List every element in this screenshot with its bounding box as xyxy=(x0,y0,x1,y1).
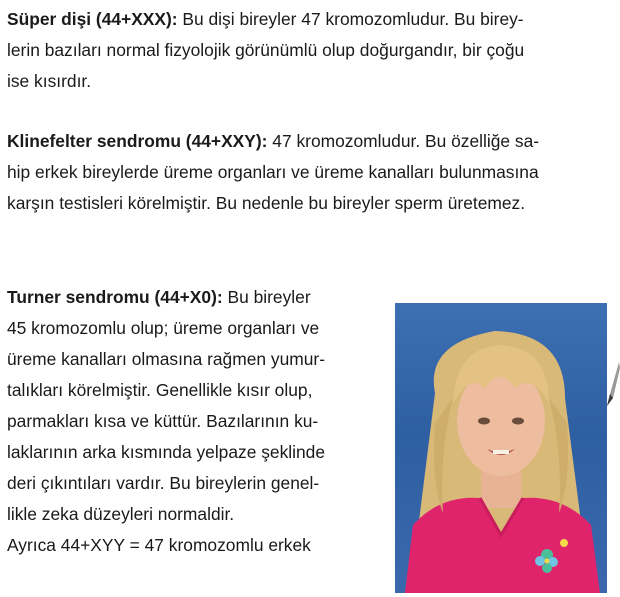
term-klinefelter: Klinefelter sendromu (44+XXY): xyxy=(7,131,268,151)
text-line: hip erkek bireylerde üreme organları ve üreme kanalları bulunmasına xyxy=(7,162,539,182)
text-line: parmakları kısa ve küttür. Bazılarının ku- xyxy=(7,411,319,431)
text-line: üreme kanalları olmasına rağmen yumur- xyxy=(7,349,325,369)
term-turner: Turner sendromu (44+X0): xyxy=(7,287,223,307)
text-line: lerin bazıları normal fizyolojik görünümlü olup doğurgandır, bir çoğu xyxy=(7,40,525,60)
text-line: 47 kromozomludur. Bu özelliğe sa- xyxy=(267,131,540,151)
text-line: Bu bireyler xyxy=(222,287,311,307)
text-line: 45 kromozomlu olup; üreme organları ve xyxy=(7,318,320,338)
text-line: talıkları körelmiştir. Genellikle kısır olup, xyxy=(7,380,313,400)
pencil-icon xyxy=(607,360,620,410)
text-line: karşın testisleri körelmiştir. Bu nedenle bu bireyler sperm üretemez. xyxy=(7,193,526,213)
text-line: likle zeka düzeyleri normaldir. xyxy=(7,504,235,524)
text-line: deri çıkıntıları vardır. Bu bireylerin genel- xyxy=(7,473,320,493)
paragraph-turner xyxy=(7,282,370,561)
text-line: ise kısırdır. xyxy=(7,71,92,91)
text-line: laklarının arka kısmında yelpaze şeklinde xyxy=(7,442,326,462)
paragraph-super-disi xyxy=(7,4,607,97)
turner-syndrome-photo xyxy=(395,303,607,593)
term-super-disi: Süper dişi (44+XXX): xyxy=(7,9,178,29)
text-line: Ayrıca 44+XYY = 47 kromozomlu erkek xyxy=(7,535,311,555)
paragraph-klinefelter xyxy=(7,126,607,219)
text-line: Bu dişi bireyler 47 kromozomludur. Bu birey- xyxy=(177,9,524,29)
